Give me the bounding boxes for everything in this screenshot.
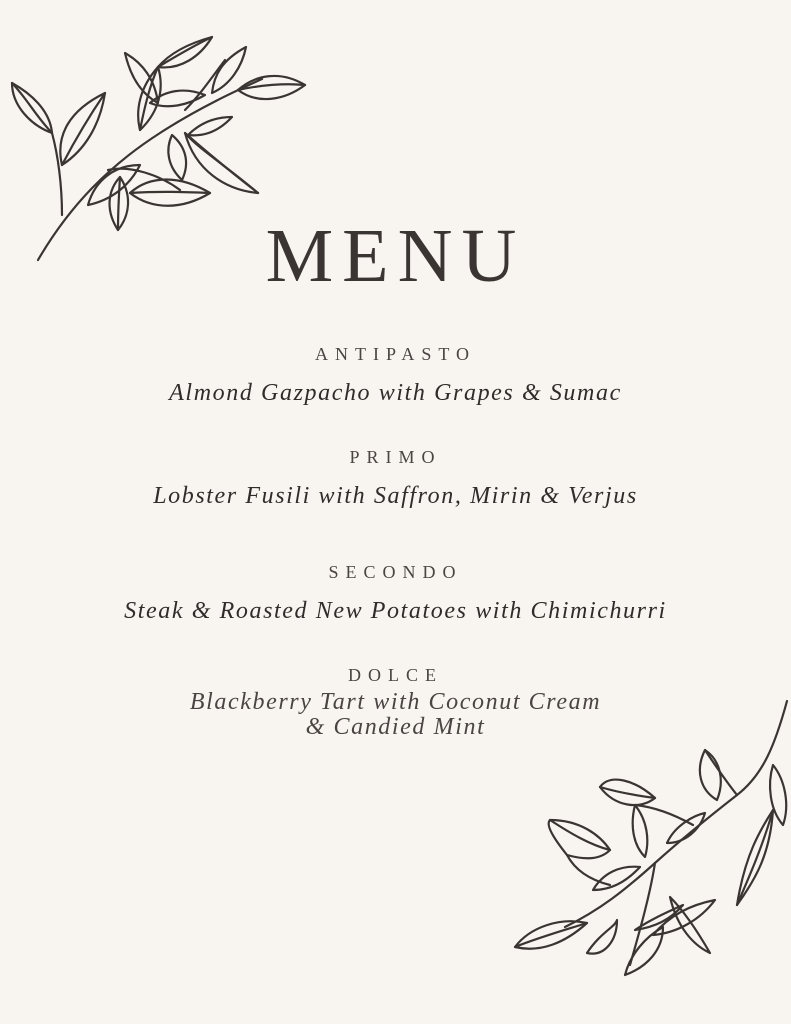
course-name: ANTIPASTO — [314, 344, 477, 364]
course-antipasto — [0, 345, 791, 405]
course-dolce — [0, 666, 791, 740]
course-name: DOLCE — [348, 665, 443, 685]
course-name: PRIMO — [349, 447, 442, 467]
course-dish: Lobster Fusili with Saffron, Mirin & Verjus — [153, 483, 638, 509]
course-secondo — [0, 563, 791, 623]
course-primo — [0, 448, 791, 508]
menu-title: MENU — [265, 214, 526, 298]
course-dish-line-2: & Candied Mint — [305, 714, 486, 740]
course-dish: Almond Gazpacho with Grapes & Sumac — [169, 380, 622, 406]
leaf-branch-bottom-right-illustration — [505, 695, 791, 995]
course-name: SECONDO — [328, 562, 463, 582]
course-dish-line-1: Blackberry Tart with Coconut Cream — [189, 689, 602, 715]
course-dish: Steak & Roasted New Potatoes with Chimichurri — [124, 598, 667, 624]
